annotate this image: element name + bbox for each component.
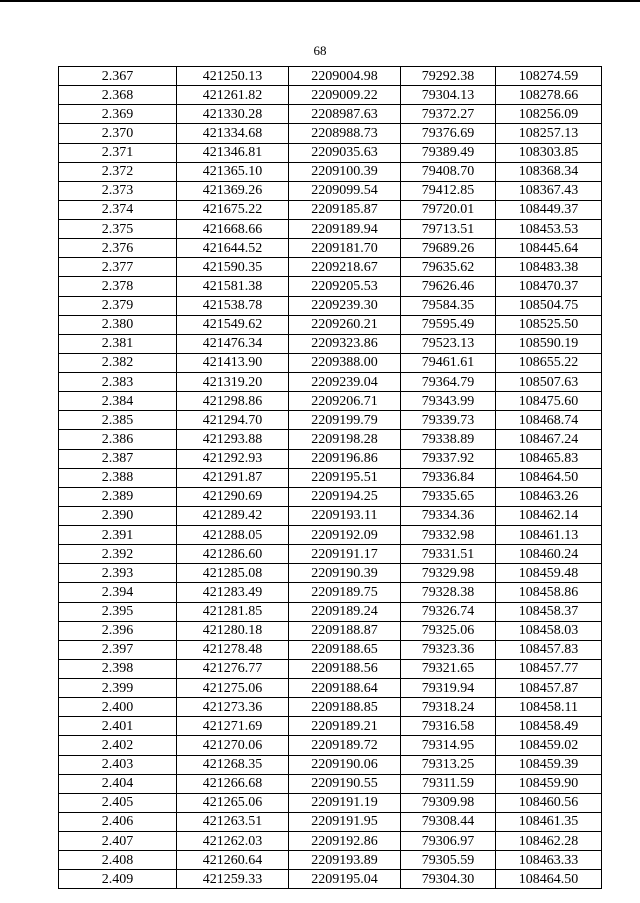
x-coordinate-cell: 421265.06 (177, 793, 289, 812)
local-x-cell: 79314.95 (401, 736, 496, 755)
coordinates-table (58, 66, 602, 889)
y-coordinate-cell: 2209205.53 (289, 277, 401, 296)
table-row (59, 162, 602, 181)
x-coordinate-cell: 421293.88 (177, 430, 289, 449)
local-y-cell: 108463.26 (496, 487, 602, 506)
point-id-cell: 2.405 (59, 793, 177, 812)
y-coordinate-cell: 2209388.00 (289, 353, 401, 372)
local-y-cell: 108470.37 (496, 277, 602, 296)
y-coordinate-cell: 2209035.63 (289, 143, 401, 162)
x-coordinate-cell: 421476.34 (177, 334, 289, 353)
point-id-cell: 2.402 (59, 736, 177, 755)
local-x-cell: 79461.61 (401, 353, 496, 372)
local-y-cell: 108463.33 (496, 851, 602, 870)
local-x-cell: 79319.94 (401, 679, 496, 698)
local-y-cell: 108257.13 (496, 124, 602, 143)
table-row (59, 468, 602, 487)
table-row (59, 239, 602, 258)
table-row (59, 870, 602, 889)
local-y-cell: 108458.37 (496, 602, 602, 621)
x-coordinate-cell: 421369.26 (177, 181, 289, 200)
local-y-cell: 108464.50 (496, 468, 602, 487)
table-row (59, 296, 602, 315)
y-coordinate-cell: 2209260.21 (289, 315, 401, 334)
y-coordinate-cell: 2209188.85 (289, 698, 401, 717)
x-coordinate-cell: 421291.87 (177, 468, 289, 487)
local-y-cell: 108475.60 (496, 392, 602, 411)
table-row (59, 832, 602, 851)
table-row (59, 220, 602, 239)
point-id-cell: 2.386 (59, 430, 177, 449)
local-x-cell: 79323.36 (401, 640, 496, 659)
table-row (59, 698, 602, 717)
table-row (59, 564, 602, 583)
table-row (59, 353, 602, 372)
point-id-cell: 2.391 (59, 526, 177, 545)
coordinates-table-body (59, 67, 602, 889)
local-x-cell: 79364.79 (401, 373, 496, 392)
point-id-cell: 2.383 (59, 373, 177, 392)
point-id-cell: 2.376 (59, 239, 177, 258)
y-coordinate-cell: 2209181.70 (289, 239, 401, 258)
local-y-cell: 108274.59 (496, 67, 602, 86)
point-id-cell: 2.388 (59, 468, 177, 487)
y-coordinate-cell: 2209195.04 (289, 870, 401, 889)
x-coordinate-cell: 421280.18 (177, 621, 289, 640)
local-y-cell: 108278.66 (496, 86, 602, 105)
y-coordinate-cell: 2209198.28 (289, 430, 401, 449)
x-coordinate-cell: 421285.08 (177, 564, 289, 583)
table-row (59, 124, 602, 143)
table-row (59, 67, 602, 86)
point-id-cell: 2.407 (59, 832, 177, 851)
table-row (59, 392, 602, 411)
local-x-cell: 79335.65 (401, 487, 496, 506)
table-row (59, 851, 602, 870)
x-coordinate-cell: 421260.64 (177, 851, 289, 870)
local-x-cell: 79626.46 (401, 277, 496, 296)
local-y-cell: 108449.37 (496, 200, 602, 219)
local-y-cell: 108590.19 (496, 334, 602, 353)
local-x-cell: 79329.98 (401, 564, 496, 583)
point-id-cell: 2.397 (59, 640, 177, 659)
table-row (59, 621, 602, 640)
x-coordinate-cell: 421289.42 (177, 506, 289, 525)
local-x-cell: 79308.44 (401, 812, 496, 831)
x-coordinate-cell: 421266.68 (177, 774, 289, 793)
y-coordinate-cell: 2208988.73 (289, 124, 401, 143)
y-coordinate-cell: 2209185.87 (289, 200, 401, 219)
local-x-cell: 79306.97 (401, 832, 496, 851)
point-id-cell: 2.404 (59, 774, 177, 793)
local-y-cell: 108459.39 (496, 755, 602, 774)
table-row (59, 258, 602, 277)
y-coordinate-cell: 2209100.39 (289, 162, 401, 181)
x-coordinate-cell: 421259.33 (177, 870, 289, 889)
x-coordinate-cell: 421271.69 (177, 717, 289, 736)
x-coordinate-cell: 421675.22 (177, 200, 289, 219)
point-id-cell: 2.408 (59, 851, 177, 870)
local-y-cell: 108459.90 (496, 774, 602, 793)
local-y-cell: 108655.22 (496, 353, 602, 372)
local-x-cell: 79292.38 (401, 67, 496, 86)
y-coordinate-cell: 2209192.86 (289, 832, 401, 851)
y-coordinate-cell: 2209193.11 (289, 506, 401, 525)
x-coordinate-cell: 421286.60 (177, 545, 289, 564)
y-coordinate-cell: 2209194.25 (289, 487, 401, 506)
point-id-cell: 2.367 (59, 67, 177, 86)
local-y-cell: 108525.50 (496, 315, 602, 334)
local-x-cell: 79304.30 (401, 870, 496, 889)
point-id-cell: 2.377 (59, 258, 177, 277)
x-coordinate-cell: 421263.51 (177, 812, 289, 831)
table-row (59, 755, 602, 774)
table-row (59, 545, 602, 564)
x-coordinate-cell: 421294.70 (177, 411, 289, 430)
local-x-cell: 79304.13 (401, 86, 496, 105)
local-x-cell: 79412.85 (401, 181, 496, 200)
y-coordinate-cell: 2209188.56 (289, 659, 401, 678)
local-x-cell: 79338.89 (401, 430, 496, 449)
x-coordinate-cell: 421581.38 (177, 277, 289, 296)
point-id-cell: 2.382 (59, 353, 177, 372)
y-coordinate-cell: 2209191.95 (289, 812, 401, 831)
point-id-cell: 2.385 (59, 411, 177, 430)
x-coordinate-cell: 421330.28 (177, 105, 289, 124)
x-coordinate-cell: 421250.13 (177, 67, 289, 86)
point-id-cell: 2.400 (59, 698, 177, 717)
local-x-cell: 79523.13 (401, 334, 496, 353)
y-coordinate-cell: 2209189.24 (289, 602, 401, 621)
y-coordinate-cell: 2209190.39 (289, 564, 401, 583)
local-x-cell: 79331.51 (401, 545, 496, 564)
point-id-cell: 2.398 (59, 659, 177, 678)
local-y-cell: 108457.83 (496, 640, 602, 659)
y-coordinate-cell: 2209191.17 (289, 545, 401, 564)
local-x-cell: 79408.70 (401, 162, 496, 181)
x-coordinate-cell: 421261.82 (177, 86, 289, 105)
point-id-cell: 2.374 (59, 200, 177, 219)
local-y-cell: 108303.85 (496, 143, 602, 162)
x-coordinate-cell: 421298.86 (177, 392, 289, 411)
local-y-cell: 108459.48 (496, 564, 602, 583)
table-row (59, 449, 602, 468)
table-row (59, 679, 602, 698)
y-coordinate-cell: 2208987.63 (289, 105, 401, 124)
table-row (59, 793, 602, 812)
point-id-cell: 2.393 (59, 564, 177, 583)
x-coordinate-cell: 421278.48 (177, 640, 289, 659)
local-x-cell: 79318.24 (401, 698, 496, 717)
x-coordinate-cell: 421346.81 (177, 143, 289, 162)
local-y-cell: 108483.38 (496, 258, 602, 277)
table-row (59, 736, 602, 755)
local-x-cell: 79339.73 (401, 411, 496, 430)
table-row (59, 181, 602, 200)
local-y-cell: 108457.77 (496, 659, 602, 678)
x-coordinate-cell: 421549.62 (177, 315, 289, 334)
point-id-cell: 2.387 (59, 449, 177, 468)
point-id-cell: 2.379 (59, 296, 177, 315)
x-coordinate-cell: 421668.66 (177, 220, 289, 239)
y-coordinate-cell: 2209190.06 (289, 755, 401, 774)
x-coordinate-cell: 421644.52 (177, 239, 289, 258)
point-id-cell: 2.371 (59, 143, 177, 162)
y-coordinate-cell: 2209206.71 (289, 392, 401, 411)
local-y-cell: 108460.56 (496, 793, 602, 812)
y-coordinate-cell: 2209196.86 (289, 449, 401, 468)
local-x-cell: 79713.51 (401, 220, 496, 239)
local-x-cell: 79337.92 (401, 449, 496, 468)
x-coordinate-cell: 421288.05 (177, 526, 289, 545)
table-row (59, 105, 602, 124)
table-row (59, 717, 602, 736)
point-id-cell: 2.370 (59, 124, 177, 143)
local-y-cell: 108462.28 (496, 832, 602, 851)
x-coordinate-cell: 421275.06 (177, 679, 289, 698)
local-x-cell: 79584.35 (401, 296, 496, 315)
page-top-border (0, 0, 640, 2)
local-y-cell: 108458.03 (496, 621, 602, 640)
point-id-cell: 2.368 (59, 86, 177, 105)
table-row (59, 526, 602, 545)
y-coordinate-cell: 2209191.19 (289, 793, 401, 812)
table-row (59, 200, 602, 219)
y-coordinate-cell: 2209218.67 (289, 258, 401, 277)
table-row (59, 583, 602, 602)
local-y-cell: 108460.24 (496, 545, 602, 564)
local-x-cell: 79343.99 (401, 392, 496, 411)
y-coordinate-cell: 2209189.94 (289, 220, 401, 239)
point-id-cell: 2.401 (59, 717, 177, 736)
point-id-cell: 2.380 (59, 315, 177, 334)
local-x-cell: 79334.36 (401, 506, 496, 525)
table-row (59, 506, 602, 525)
point-id-cell: 2.381 (59, 334, 177, 353)
y-coordinate-cell: 2209189.72 (289, 736, 401, 755)
local-x-cell: 79376.69 (401, 124, 496, 143)
y-coordinate-cell: 2209188.65 (289, 640, 401, 659)
y-coordinate-cell: 2209323.86 (289, 334, 401, 353)
point-id-cell: 2.384 (59, 392, 177, 411)
point-id-cell: 2.392 (59, 545, 177, 564)
x-coordinate-cell: 421538.78 (177, 296, 289, 315)
table-row (59, 86, 602, 105)
point-id-cell: 2.389 (59, 487, 177, 506)
table-row (59, 277, 602, 296)
y-coordinate-cell: 2209188.64 (289, 679, 401, 698)
local-x-cell: 79720.01 (401, 200, 496, 219)
local-y-cell: 108367.43 (496, 181, 602, 200)
local-x-cell: 79305.59 (401, 851, 496, 870)
local-x-cell: 79326.74 (401, 602, 496, 621)
local-y-cell: 108368.34 (496, 162, 602, 181)
y-coordinate-cell: 2209193.89 (289, 851, 401, 870)
y-coordinate-cell: 2209195.51 (289, 468, 401, 487)
local-x-cell: 79635.62 (401, 258, 496, 277)
local-x-cell: 79332.98 (401, 526, 496, 545)
local-x-cell: 79321.65 (401, 659, 496, 678)
x-coordinate-cell: 421281.85 (177, 602, 289, 621)
y-coordinate-cell: 2209239.04 (289, 373, 401, 392)
local-x-cell: 79311.59 (401, 774, 496, 793)
x-coordinate-cell: 421334.68 (177, 124, 289, 143)
point-id-cell: 2.372 (59, 162, 177, 181)
y-coordinate-cell: 2209190.55 (289, 774, 401, 793)
local-y-cell: 108468.74 (496, 411, 602, 430)
table-row (59, 143, 602, 162)
x-coordinate-cell: 421276.77 (177, 659, 289, 678)
x-coordinate-cell: 421590.35 (177, 258, 289, 277)
y-coordinate-cell: 2209099.54 (289, 181, 401, 200)
x-coordinate-cell: 421413.90 (177, 353, 289, 372)
local-y-cell: 108458.49 (496, 717, 602, 736)
local-x-cell: 79316.58 (401, 717, 496, 736)
y-coordinate-cell: 2209199.79 (289, 411, 401, 430)
local-x-cell: 79389.49 (401, 143, 496, 162)
table-row (59, 602, 602, 621)
point-id-cell: 2.373 (59, 181, 177, 200)
x-coordinate-cell: 421273.36 (177, 698, 289, 717)
page-number: 68 (313, 43, 327, 58)
local-x-cell: 79689.26 (401, 239, 496, 258)
local-y-cell: 108461.35 (496, 812, 602, 831)
point-id-cell: 2.395 (59, 602, 177, 621)
table-row (59, 812, 602, 831)
x-coordinate-cell: 421319.20 (177, 373, 289, 392)
local-x-cell: 79595.49 (401, 315, 496, 334)
table-row (59, 315, 602, 334)
local-y-cell: 108504.75 (496, 296, 602, 315)
table-row (59, 334, 602, 353)
local-y-cell: 108457.87 (496, 679, 602, 698)
x-coordinate-cell: 421290.69 (177, 487, 289, 506)
y-coordinate-cell: 2209188.87 (289, 621, 401, 640)
local-x-cell: 79325.06 (401, 621, 496, 640)
local-x-cell: 79309.98 (401, 793, 496, 812)
x-coordinate-cell: 421270.06 (177, 736, 289, 755)
table-row (59, 411, 602, 430)
x-coordinate-cell: 421283.49 (177, 583, 289, 602)
local-y-cell: 108458.11 (496, 698, 602, 717)
x-coordinate-cell: 421268.35 (177, 755, 289, 774)
local-y-cell: 108467.24 (496, 430, 602, 449)
local-x-cell: 79328.38 (401, 583, 496, 602)
local-x-cell: 79313.25 (401, 755, 496, 774)
point-id-cell: 2.409 (59, 870, 177, 889)
point-id-cell: 2.375 (59, 220, 177, 239)
table-row (59, 487, 602, 506)
point-id-cell: 2.394 (59, 583, 177, 602)
local-y-cell: 108459.02 (496, 736, 602, 755)
table-row (59, 373, 602, 392)
point-id-cell: 2.406 (59, 812, 177, 831)
point-id-cell: 2.369 (59, 105, 177, 124)
y-coordinate-cell: 2209009.22 (289, 86, 401, 105)
local-y-cell: 108256.09 (496, 105, 602, 124)
local-x-cell: 79336.84 (401, 468, 496, 487)
x-coordinate-cell: 421365.10 (177, 162, 289, 181)
point-id-cell: 2.396 (59, 621, 177, 640)
local-y-cell: 108461.13 (496, 526, 602, 545)
y-coordinate-cell: 2209004.98 (289, 67, 401, 86)
local-y-cell: 108464.50 (496, 870, 602, 889)
table-row (59, 659, 602, 678)
local-y-cell: 108462.14 (496, 506, 602, 525)
local-y-cell: 108465.83 (496, 449, 602, 468)
y-coordinate-cell: 2209192.09 (289, 526, 401, 545)
local-y-cell: 108507.63 (496, 373, 602, 392)
table-row (59, 640, 602, 659)
point-id-cell: 2.403 (59, 755, 177, 774)
y-coordinate-cell: 2209189.75 (289, 583, 401, 602)
local-x-cell: 79372.27 (401, 105, 496, 124)
table-row (59, 774, 602, 793)
y-coordinate-cell: 2209239.30 (289, 296, 401, 315)
x-coordinate-cell: 421292.93 (177, 449, 289, 468)
x-coordinate-cell: 421262.03 (177, 832, 289, 851)
y-coordinate-cell: 2209189.21 (289, 717, 401, 736)
table-row (59, 430, 602, 449)
point-id-cell: 2.378 (59, 277, 177, 296)
local-y-cell: 108445.64 (496, 239, 602, 258)
point-id-cell: 2.399 (59, 679, 177, 698)
point-id-cell: 2.390 (59, 506, 177, 525)
local-y-cell: 108458.86 (496, 583, 602, 602)
local-y-cell: 108453.53 (496, 220, 602, 239)
